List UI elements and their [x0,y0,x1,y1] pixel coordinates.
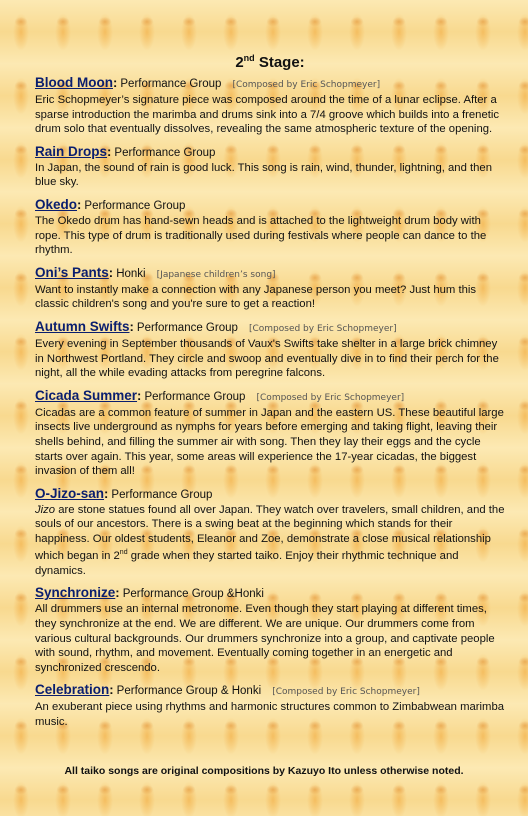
performer-group: Performance Group [111,488,213,501]
song-cicada-summer: Cicada Summer: Performance Group [Composed by Eric Schopmeyer] Cicadas are a common feature of summer in Japan and the eastern US. These beautiful large insects live underground as nymphs for years before emerging and taking flight, leaving their shells behind, and filling the summer air with song. Then they lay their eggs and the cycle starts over again. This year, some areas will experience the 17-year cicadas, the biggest invasion of them all! [35,387,504,478]
song-description: Want to instantly make a connection with any Japanese person you meet? Just hum this classic children's song and you're sure to get a reaction! [35,283,477,311]
song-description: Cicadas are a common feature of summer in Japan and the eastern US. These beautiful large insects live underground as nymphs for years before emerging and taking flight, leaving their shells behind, and filling the summer air with song. Then they lay their eggs and the cycle starts over again. This year, some areas will experience the 17-year cicadas, the biggest invasion of them all! [35,406,504,478]
song-description: In Japan, the sound of rain is good luck. This song is rain, wind, thunder, lightning, and then blue sky. [35,161,492,189]
song-title: Cicada Summer [35,387,138,403]
song-description: An exuberant piece using rhythms and harmonic structures common to Zimbabwean marimba music. [35,701,505,728]
footer-note: All taiko songs are original compositions by Kazuyo Ito unless otherwise noted. [64,765,464,777]
stage-title: 2nd Stage: [235,53,305,71]
program-page [35,53,505,737]
performer-group: Performance Group [144,390,246,403]
performer-group: Performance Group & Honki [116,685,262,698]
performer-group: Performance Group [120,78,222,90]
composer-credit: [Composed by Eric Schopmeyer] [272,687,420,698]
song-onis-pants: Oni’s Pants: Honki [Japanese children’s song] Want to instantly make a connection with any Japanese person you meet? Just hum this classic children's song and you're sure to get a reaction! [35,265,505,312]
song-celebration: Celebration: Performance Group & Honki [Composed by Eric Schopmeyer] An exuberant piece using rhythms and harmonic structures common to Zimbabwean marimba music. [35,682,505,728]
song-source-credit: [Japanese children’s song] [156,269,276,280]
performer-group: Performance Group [114,146,216,159]
song-rain-drops: Rain Drops: Performance Group In Japan, the sound of rain is good luck. This song is rain, wind, thunder, lightning, and then blue sky. [35,144,505,190]
song-synchronize: Synchronize: Performance Group &Honki All drummers use an internal metronome. Even though they start playing at different times, they synchronize at the end. We are different. We are unique. Our drummers come from various cultural backgrounds. Our drummers synchronize into a group, and captivate people with sound, rhythm, and movement. Eventually coming together in an energetic and synchronized crescendo. [35,585,505,675]
performer-group: Honki [116,267,146,280]
song-okedo: Okedo: Performance Group The Okedo drum has hand-sewn heads and is attached to the lightweight drum body with rope. This type of drum is traditionally used during festivals where people can dance to the rhythm. [35,197,505,258]
song-blood-moon: Blood Moon: Performance Group [Composed by Eric Schopmeyer] Eric Schopmeyer’s signature piece was composed around the time of a lunar eclipse. After a sparse introduction the marimba and drums sink into a 7/4 groove which builds into a frenetic drum solo that eventually dissolves, revealing the same atmospheric texture of the opening. [35,75,505,137]
composer-credit: [Composed by Eric Schopmeyer] [248,323,397,334]
song-title: Oni’s Pants [35,264,109,280]
song-description: Eric Schopmeyer’s signature piece was composed around the time of a lunar eclipse. After a sparse introduction the marimba and drums sink into a 7/4 groove which builds into a frenetic drum solo that eventually dissolves, revealing the same atmospheric texture of the opening. [35,94,500,136]
song-description: The Okedo drum has hand-sewn heads and is attached to the lightweight drum body with rope. This type of drum is traditionally used during festivals where people can dance to the rhythm. [35,214,487,257]
song-o-jizo-san: O-Jizo-san: Performance Group Jizo are stone statues found all over Japan. They watch over travelers, small children, and the souls of our ancestors. There is a swing beat at the beginning which stands for their happiness. Our oldest students, Eleanor and Zoe, demonstrate a close musical relationship which began in 2nd grade when they started taiko. Enjoy their rhythmic technique and dynamics. [35,485,505,577]
song-title: O-Jizo-san [35,485,105,501]
song-title: Autumn Swifts [35,318,130,334]
song-description: Every evening in September thousands of Vaux's Swifts take shelter in a large brick chimney in Northwest Portland. They circle and swoop and eventually dive in to find their perch for the night, all the while evading attacks from peregrine falcons. [35,337,499,380]
song-title: Celebration [35,682,110,698]
performer-group: Performance Group &Honki [122,588,264,601]
song-title: Okedo [35,196,78,212]
performer-group: Performance Group [84,199,186,212]
song-title: Blood Moon [35,75,113,90]
composer-credit: [Composed by Eric Schopmeyer] [232,80,381,90]
song-autumn-swifts: Autumn Swifts: Performance Group [Composed by Eric Schopmeyer] Every evening in September thousands of Vaux's Swifts take shelter in a large brick chimney in Northwest Portland. They circle and swoop and eventually dive in to find their perch for the night, all the while evading attacks from peregrine falcons. [35,319,505,381]
song-title: Rain Drops [35,143,108,159]
composer-credit: [Composed by Eric Schopmeyer] [256,392,405,403]
song-description: Jizo are stone statues found all over Japan. They watch over travelers, small children, and the souls of our ancestors. There is a swing beat at the beginning which stands for their happiness. Our oldest students, Eleanor and Zoe, demonstrate a close musical relationship which began in 2nd grade when they started taiko. Enjoy their rhythmic technique and dynamics. [35,503,505,577]
song-title: Synchronize [35,585,116,601]
performer-group: Performance Group [136,321,238,334]
song-description: All drummers use an internal metronome. Even though they start playing at different times, they synchronize at the end. We are different. We are unique. Our drummers come from various cultural backgrounds. Our drummers synchronize into a group, and captivate people with sound, rhythm, and movement. Eventually coming together in an energetic and synchronized crescendo. [35,603,495,674]
